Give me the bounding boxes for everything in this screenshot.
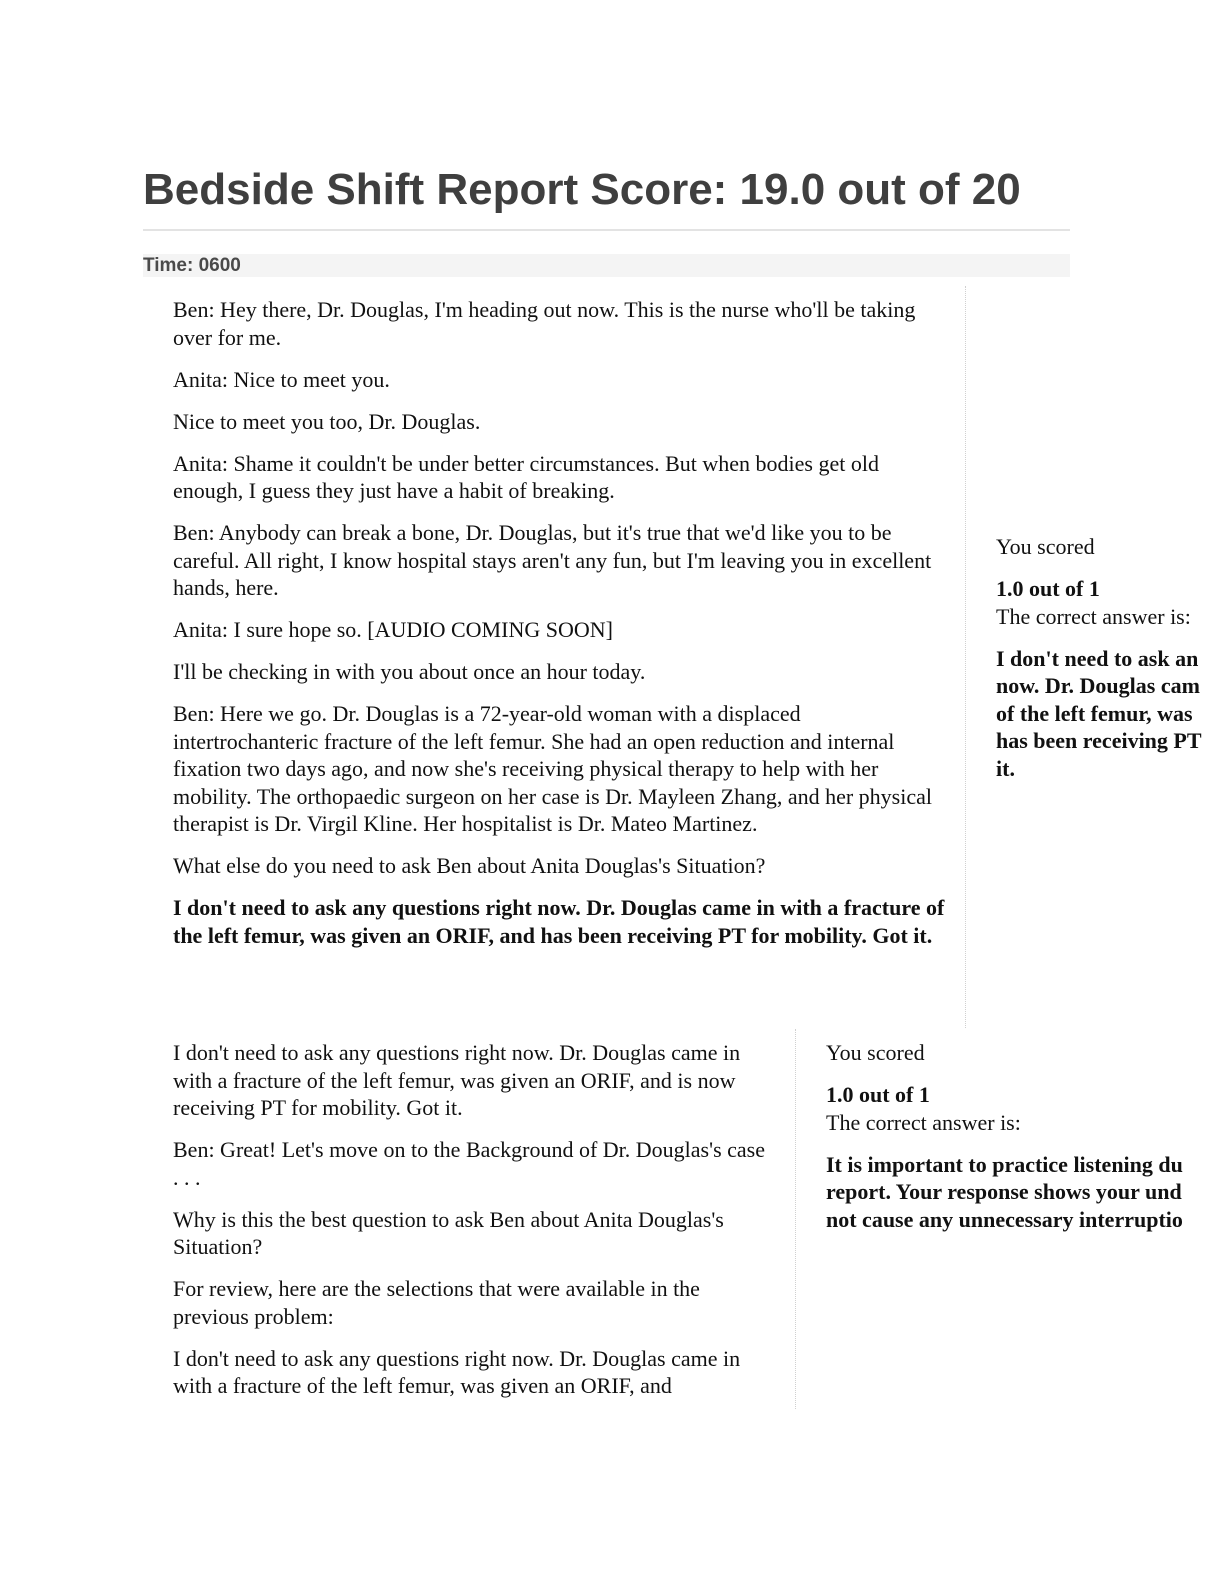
- rationale-paragraph: For review, here are the selections that were available in the previous problem:: [173, 1276, 700, 1329]
- transcript-line: Ben: Hey there, Dr. Douglas, I'm heading out now. This is the nurse who'll be taking over for me.: [173, 297, 916, 350]
- rationale-paragraph: Ben: Great! Let's move on to the Background of Dr. Douglas's case . . .: [173, 1137, 766, 1190]
- page-title: Bedside Shift Report Score: 19.0 out of 20: [143, 165, 1021, 214]
- correct-answer-line: of the left femur, was: [996, 700, 1193, 726]
- correct-answer-line: It is important to practice listening du: [826, 1151, 1183, 1177]
- time-label: Time: 0600: [143, 254, 1070, 277]
- transcript-column: [173, 296, 948, 964]
- score-points: 1.0 out of 1: [996, 576, 1100, 601]
- you-scored-label: You scored: [996, 534, 1095, 559]
- transcript-line: Anita: Nice to meet you.: [173, 366, 390, 392]
- transcript-line: Ben: Anybody can break a bone, Dr. Douglas, but it's true that we'd like you to be careful. All right, I know hospital stays aren't any fun, but I'm leaving you in excellent hands, here.: [173, 520, 932, 600]
- transcript-line: Anita: I sure hope so. [AUDIO COMING SOON]: [173, 617, 613, 642]
- correct-answer-line: it.: [996, 755, 1015, 781]
- rationale-paragraph: I don't need to ask any questions right now. Dr. Douglas came in with a fracture of the left femur, was given an ORIF, and: [173, 1345, 741, 1398]
- title-divider: [143, 229, 1070, 231]
- transcript-line: I'll be checking in with you about once an hour today.: [173, 659, 646, 684]
- correct-answer-line: now. Dr. Douglas cam: [996, 673, 1200, 698]
- rationale-paragraph: I don't need to ask any questions right now. Dr. Douglas came in with a fracture of the left femur, was given an ORIF, and is now receiving PT for mobility. Got it.: [173, 1040, 741, 1120]
- column-divider: [965, 286, 966, 1028]
- correct-answer-line: I don't need to ask an: [996, 645, 1199, 671]
- correct-answer-line: has been receiving PT: [996, 728, 1202, 753]
- correct-answer-line: report. Your response shows your und: [826, 1179, 1182, 1204]
- selected-answer: I don't need to ask any questions right now. Dr. Douglas came in with a fracture of the left femur, was given an ORIF, and has been receiving PT for mobility. Got it.: [173, 895, 945, 948]
- score-points: 1.0 out of 1: [826, 1082, 930, 1107]
- you-scored-label: You scored: [826, 1040, 925, 1065]
- question-prompt: What else do you need to ask Ben about Anita Douglas's Situation?: [173, 853, 766, 878]
- correct-answer-label: The correct answer is:: [826, 1109, 1021, 1135]
- transcript-line: Nice to meet you too, Dr. Douglas.: [173, 408, 481, 434]
- score-panel: [826, 1039, 1224, 1233]
- transcript-line: Anita: Shame it couldn't be under better circumstances. But when bodies get old enough, I guess they just have a habit of breaking.: [173, 450, 879, 503]
- correct-answer: [826, 1151, 1224, 1234]
- rationale-column: [173, 1039, 773, 1401]
- correct-answer-line: not cause any unnecessary interruptio: [826, 1206, 1183, 1232]
- correct-answer: [996, 645, 1224, 783]
- score-panel: [996, 533, 1224, 782]
- rationale-question: Why is this the best question to ask Ben about Anita Douglas's Situation?: [173, 1206, 724, 1259]
- column-divider: [795, 1029, 796, 1409]
- correct-answer-label: The correct answer is:: [996, 603, 1191, 629]
- transcript-line: Ben: Here we go. Dr. Douglas is a 72-year-old woman with a displaced intertrochanteric fracture of the left femur. She had an open reduction and internal fixation two days ago, and now she's receiving physical therapy to help with her mobility. The orthopaedic surgeon on her case is Dr. Mayleen Zhang, and her physical therapist is Dr. Virgil Kline. Her hospitalist is Dr. Mateo Martinez.: [173, 701, 932, 836]
